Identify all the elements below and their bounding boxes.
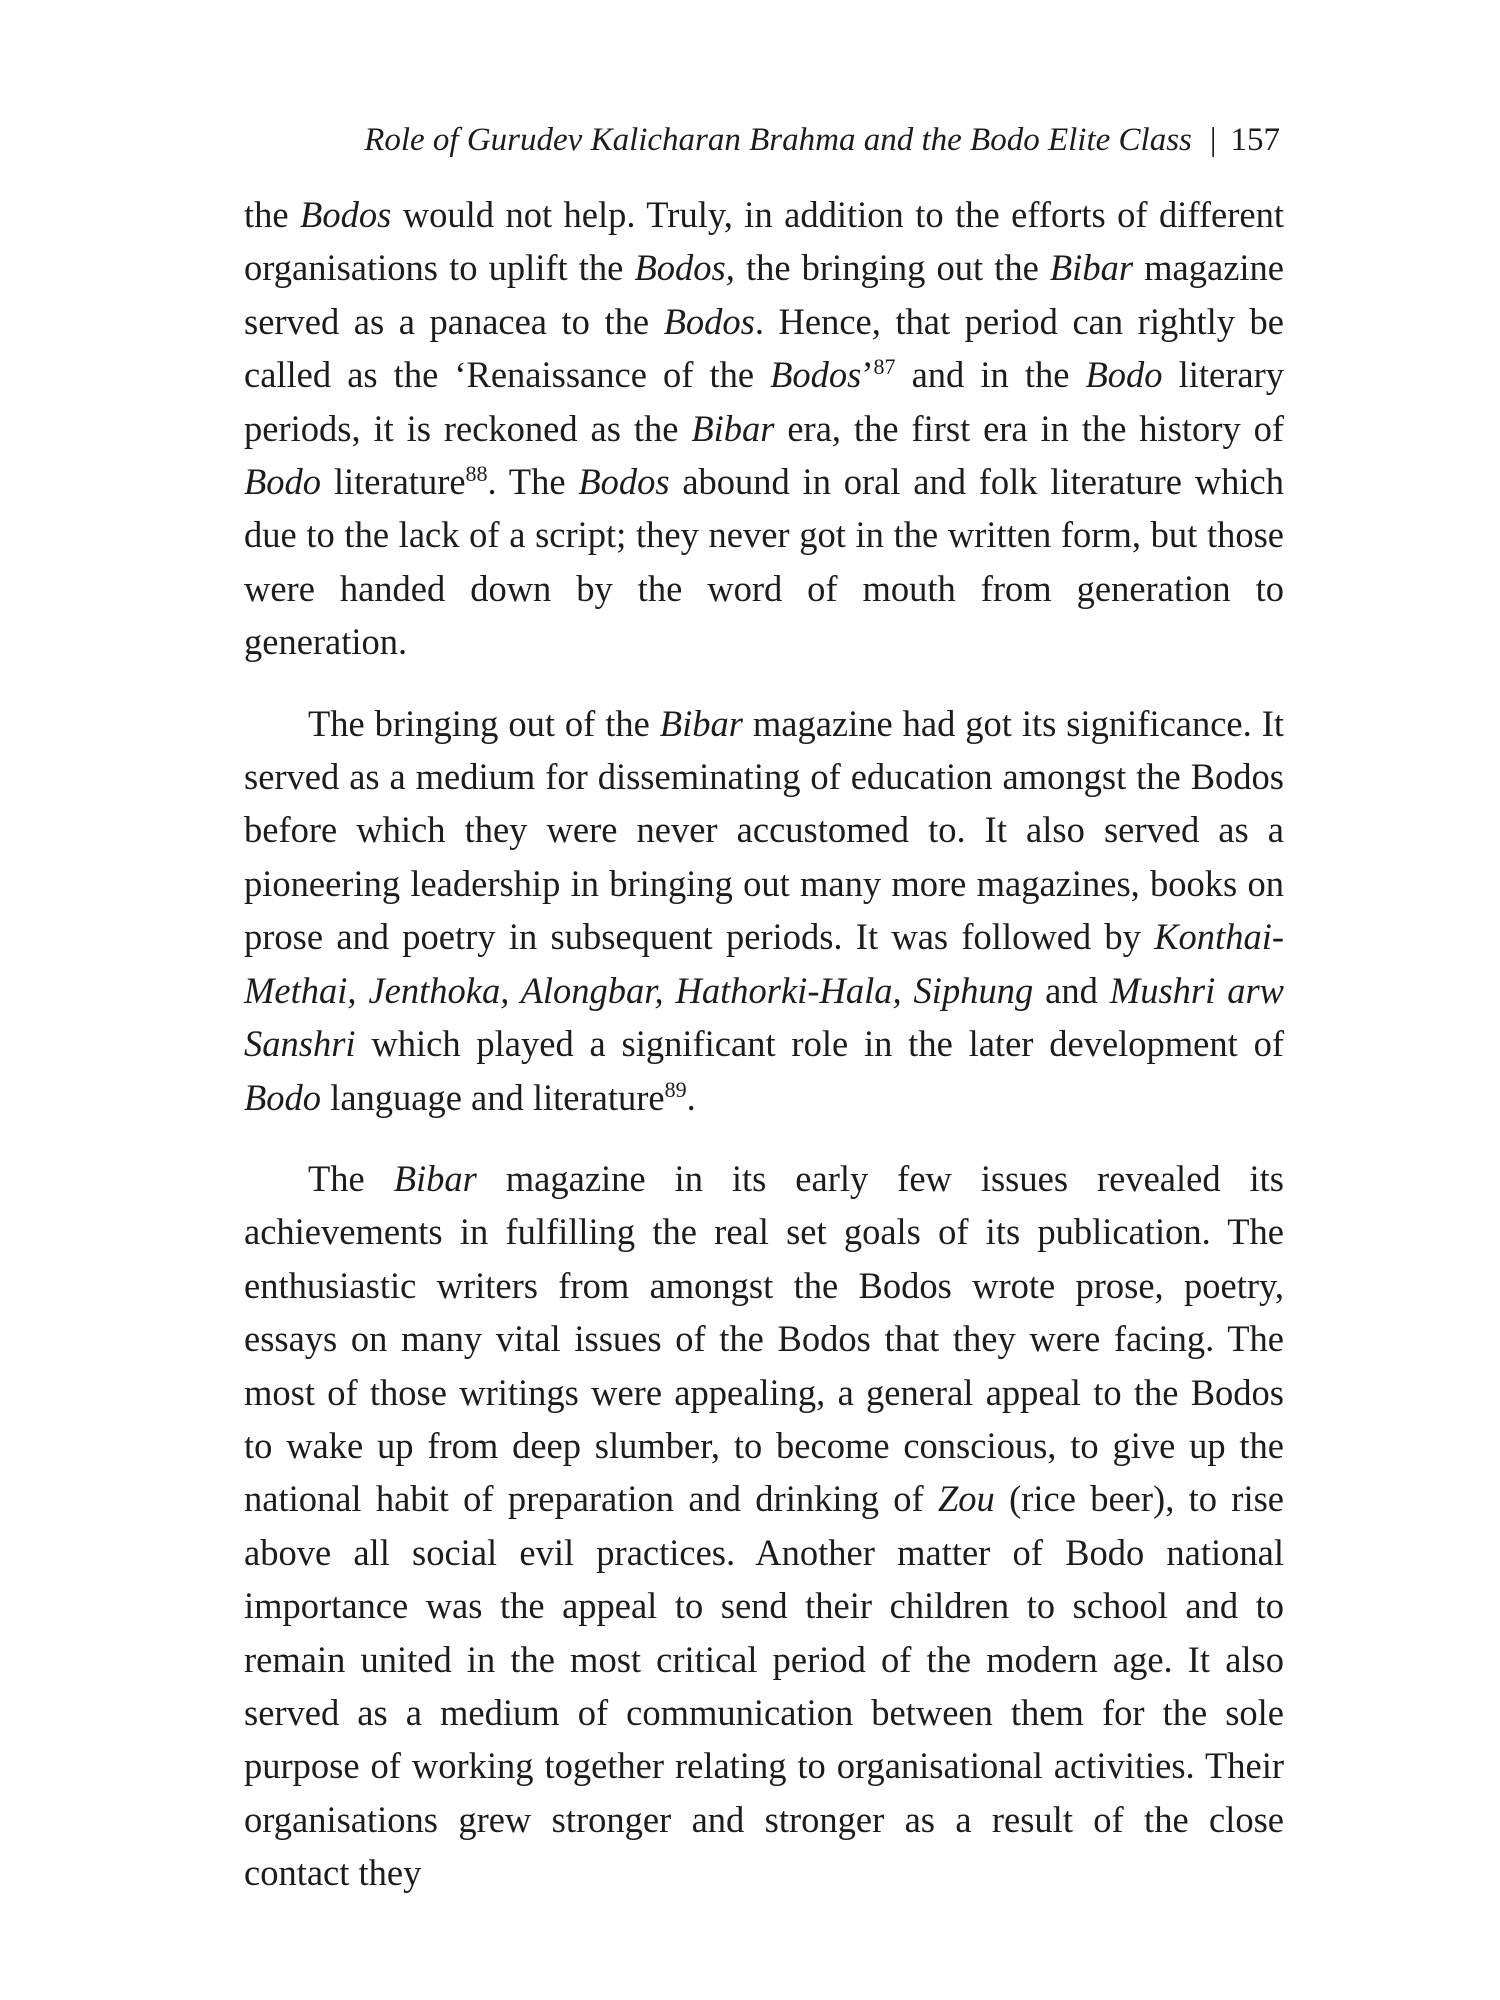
text-run: (rice beer), to rise above all social evil practices. Another matter of Bodo national importance was the appeal to send their children to school and to remain united in the most critical period of the modern age. It also served as a medium of communication between them for the sole purpose of working together relating to organisational activities. Their organisations grew stronger and stronger as a result of the close contact they (244, 1478, 1284, 1894)
paragraph-2 (244, 697, 1284, 1124)
text-run: era, the first era in the history of (774, 407, 1284, 449)
text-run: and (1033, 969, 1110, 1011)
text-run: which played a significant role in the later development of (355, 1023, 1284, 1065)
paragraph-1 (244, 188, 1284, 669)
text-run: would not help. Truly, in addition to the efforts of different organisations to uplift the (244, 194, 1285, 289)
text-run: literature (321, 461, 466, 503)
text-run: The (308, 1157, 394, 1199)
text-run: language and literature (321, 1076, 665, 1118)
body-text (244, 188, 1284, 1928)
text-run: the (244, 194, 301, 235)
paragraph-3 (244, 1152, 1284, 1900)
italic-term: Bibar (659, 702, 743, 744)
text-run: magazine served as a panacea to the (244, 247, 1284, 342)
italic-term: Bibar (393, 1157, 477, 1199)
text-run: ’ (861, 354, 874, 396)
italic-term: Bodos, (634, 247, 735, 289)
running-head-title: Role of Gurudev Kalicharan Brahma and the Bodo Elite Class (364, 122, 1192, 158)
text-run: literary periods, it is reckoned as the (244, 354, 1284, 449)
italic-term: Bodos (770, 354, 862, 396)
text-run: magazine in its early few issues revealed its achievements in fulfilling the real set goals of its publication. The enthusiastic writers from amongst the Bodos wrote prose, poetry, essays on many vital issues of the Bodos that they were facing. The most of those writings were appealing, a general appeal to the Bodos to wake up from deep slumber, to become conscious, to give up the national habit of preparation and drinking of (244, 1157, 1284, 1520)
italic-term: Bodo (244, 461, 322, 503)
italic-term: Bibar (1049, 247, 1134, 289)
italic-term: Konthai-Methai, Jenthoka, Alongbar, Hathorki-Hala, Siphung (244, 916, 1284, 1011)
running-head (290, 118, 1280, 162)
text-run: . The (487, 461, 579, 503)
text-run: the bringing out the (734, 247, 1050, 289)
italic-term: Bodos (578, 461, 670, 503)
footnote-marker: 88 (465, 460, 488, 486)
footnote-marker: 87 (873, 354, 896, 380)
italic-term: Bodos (663, 300, 755, 342)
italic-term: Bodos (300, 194, 392, 235)
italic-term: Bodo (244, 1076, 322, 1118)
italic-term: Bibar (691, 407, 775, 449)
text-run: and in the (895, 354, 1086, 396)
running-head-separator: | (1209, 122, 1217, 158)
text-run: The bringing out of the (308, 702, 660, 744)
text-run: abound in oral and folk literature which due to the lack of a script; they never got in the written form, but those were handed down by the word of mouth from generation to generation. (244, 461, 1284, 663)
text-run: . Hence, that period can rightly be called as the ‘Renaissance of the (244, 300, 1284, 396)
text-run: . (686, 1076, 696, 1118)
text-run: magazine had got its significance. It served as a medium for disseminating of education amongst the Bodos before which they were never accustomed to. It also served as a pioneering leadership in bringing out many more magazines, books on prose and poetry in subsequent periods. It was followed by (244, 702, 1284, 958)
italic-term: Zou (937, 1478, 995, 1520)
italic-term: Mushri arw Sanshri (244, 969, 1284, 1065)
page-number: 157 (1230, 122, 1280, 158)
footnote-marker: 89 (664, 1076, 687, 1102)
italic-term: Bodo (1085, 354, 1163, 396)
